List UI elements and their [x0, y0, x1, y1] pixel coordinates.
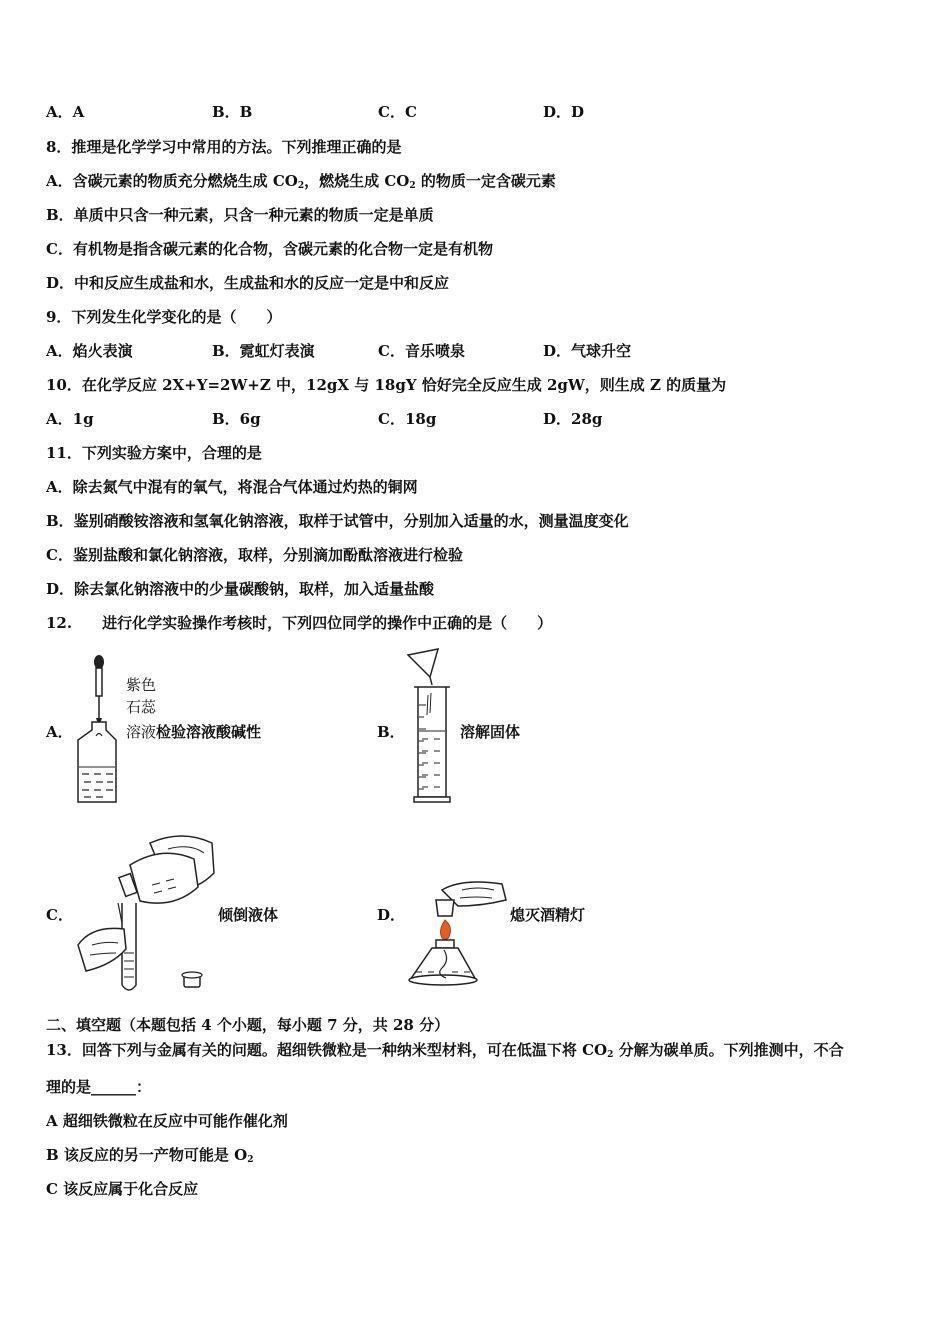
- q7-option-a: A．A: [46, 103, 85, 121]
- q13-stem-line2: 理的是______：: [46, 1078, 152, 1096]
- q12-option-c-label: 倾倒液体: [218, 906, 279, 924]
- q9-stem: 9．下列发生化学变化的是（ ）: [46, 308, 282, 326]
- q8-option-d: D．中和反应生成盐和水，生成盐和水的反应一定是中和反应: [46, 274, 450, 292]
- q10-option-d: D．28g: [543, 410, 603, 428]
- q8-option-b: B．单质中只含一种元素，只含一种元素的物质一定是单质: [46, 206, 434, 224]
- q12-option-d-label: 熄灭酒精灯: [510, 906, 586, 924]
- pouring-liquid-figure: [72, 825, 222, 1000]
- q12-option-a-label: 溶液检验溶液酸碱性: [126, 723, 262, 741]
- q10-stem: 10．在化学反应 2X+Y=2W+Z 中，12gX 与 18gY 恰好完全反应生成 2gW，则生成 Z 的质量为: [46, 376, 727, 394]
- q11-option-b: B．鉴别硝酸铵溶液和氢氧化钠溶液，取样于试管中，分别加入适量的水，测量温度变化: [46, 512, 629, 530]
- q11-option-c: C．鉴别盐酸和氯化钠溶液，取样，分别滴加酚酞溶液进行检验: [46, 546, 463, 564]
- q10-option-c: C．18g: [378, 410, 437, 428]
- q12-stem: 12. 进行化学实验操作考核时，下列四位同学的操作中正确的是（ ）: [46, 614, 553, 632]
- q8-stem: 8．推理是化学学习中常用的方法。下列推理正确的是: [46, 138, 402, 156]
- q10-option-b: B．6g: [212, 410, 261, 428]
- q9-option-a: A．焰火表演: [46, 342, 133, 360]
- q7-option-c: C．C: [378, 103, 417, 121]
- q10-option-a: A．1g: [46, 410, 94, 428]
- alcohol-lamp-figure: [402, 876, 512, 1000]
- q13-option-a: A 超细铁微粒在反应中可能作催化剂: [46, 1112, 288, 1130]
- q12-option-b-letter: B．: [377, 723, 405, 741]
- q8-option-c: C．有机物是指含碳元素的化合物，含碳元素的化合物一定是有机物: [46, 240, 493, 258]
- q9-option-c: C．音乐喷泉: [378, 342, 465, 360]
- q7-option-d: D．D: [543, 103, 585, 121]
- q12-option-c-letter: C．: [46, 906, 73, 924]
- q13-stem: 13．回答下列与金属有关的问题。超细铁微粒是一种纳米型材料，可在低温下将 $CO_2$ 分解为碳单质。下列推测中，不合: [46, 1041, 844, 1060]
- q7-option-b: B．B: [212, 103, 253, 121]
- q12-option-b-label: 溶解固体: [460, 723, 521, 741]
- q13-option-c: C 该反应属于化合反应: [46, 1180, 199, 1198]
- q9-option-b: B．霓虹灯表演: [212, 342, 315, 360]
- q12-option-d-letter: D．: [377, 906, 406, 924]
- q12-option-a-letter: A．: [46, 723, 73, 741]
- q11-option-a: A．除去氮气中混有的氧气，将混合气体通过灼热的铜网: [46, 478, 418, 496]
- q11-stem: 11．下列实验方案中，合理的是: [46, 444, 262, 462]
- section-two-heading: 二、填空题（本题包括 4 个小题，每小题 7 分，共 28 分）: [46, 1016, 450, 1034]
- q8-option-a: A．含碳元素的物质充分燃烧生成 $CO_2$，燃烧生成 $CO_2$ 的物质一定含碳元素: [46, 172, 556, 191]
- q9-option-d: D．气球升空: [543, 342, 632, 360]
- litmus-label: 紫色 石蕊: [126, 676, 157, 716]
- q13-option-b: B 该反应的另一产物可能是 $O_2$: [46, 1146, 254, 1165]
- q11-option-d: D．除去氯化钠溶液中的少量碳酸钠，取样，加入适量盐酸: [46, 580, 435, 598]
